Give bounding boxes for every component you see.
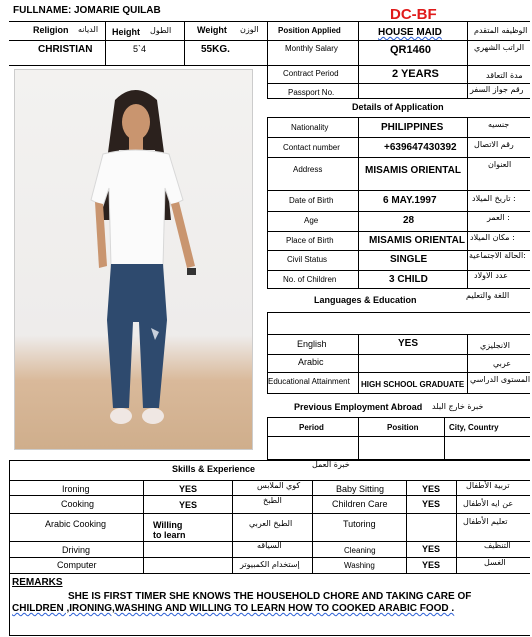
employment-heading-ar: خبرة خارج البلد — [432, 402, 484, 411]
height-value: 5`4 — [133, 44, 147, 54]
height-label-ar: الطول — [150, 26, 172, 35]
contact-ar: رقم الاتصال — [474, 140, 514, 149]
row-divider — [9, 557, 530, 558]
dob-ar: تاريخ الميلاد : — [472, 194, 516, 203]
height-label: Height — [112, 27, 140, 37]
arabic-ar: عربي — [493, 359, 512, 368]
skill-computer-ar: إستخدام الكمبيوتر — [240, 560, 300, 569]
address-ar: العنوان — [488, 160, 512, 169]
nationality-value: PHILIPPINES — [381, 122, 444, 133]
row-divider — [267, 157, 530, 158]
position-label-ar: الوظيفه المتقدم — [474, 26, 528, 35]
skill-cleaning-label: Cleaning — [344, 546, 376, 555]
weight-value: 55KG. — [201, 44, 230, 55]
civil-status-ar: الحالة الاجتماعية: — [469, 251, 526, 260]
skill-tutoring-label: Tutoring — [343, 519, 376, 529]
col-divider — [467, 334, 468, 394]
col-divider — [467, 117, 468, 289]
skill-ironing-value: YES — [179, 484, 198, 494]
col-divider — [456, 480, 457, 574]
applicant-photo — [14, 69, 253, 450]
address-value: MISAMIS ORIENTAL — [365, 165, 461, 176]
nationality-label: Nationality — [291, 123, 329, 132]
skill-tutoring-ar: تعليم الأطفال — [463, 517, 508, 526]
row-divider — [267, 354, 530, 355]
children-value: 3 CHILD — [389, 274, 428, 285]
col-divider — [444, 417, 445, 460]
row-divider — [267, 40, 530, 41]
col-divider — [312, 480, 313, 574]
contract-period-label: Contract Period — [283, 69, 339, 78]
col-divider — [467, 21, 468, 66]
skill-babysitting-label: Baby Sitting — [336, 484, 385, 494]
weight-label-ar: الوزن — [240, 25, 259, 34]
employment-col-position: Position — [387, 423, 419, 432]
col-divider — [267, 21, 268, 66]
col-divider — [358, 117, 359, 289]
contract-period-ar: مدة التعاقد — [486, 71, 523, 80]
skill-washing-label: Washing — [344, 561, 375, 570]
passport-label: Passport No. — [288, 88, 335, 97]
skill-childcare-ar: عن ايه الأطفال — [463, 499, 514, 508]
dob-value: 6 MAY.1997 — [383, 195, 437, 206]
col-divider — [184, 21, 185, 66]
religion-label-ar: الديانه — [78, 25, 99, 34]
english-label: English — [297, 339, 327, 349]
employment-heading: Previous Employment Abroad — [294, 402, 423, 412]
row-divider — [267, 83, 530, 84]
age-label: Age — [304, 216, 319, 225]
skill-ironing-ar: كوي الملابس — [257, 481, 301, 490]
skill-babysitting-ar: تربية الأطفال — [466, 481, 510, 490]
row-divider — [267, 211, 530, 212]
skill-washing-ar: الغسل — [484, 558, 506, 567]
col-divider — [358, 417, 359, 460]
education-ar: المستوى الدراسي — [470, 375, 531, 384]
salary-label-ar: الراتب الشهري — [474, 43, 525, 52]
fullname-label: FULLNAME: — [13, 5, 72, 16]
employment-col-period: Period — [299, 423, 324, 432]
skills-heading: Skills & Experience — [172, 464, 256, 474]
remarks-label: REMARKS — [12, 577, 63, 588]
fullname-value: JOMARIE QUILAB — [74, 5, 161, 16]
age-value: 28 — [403, 215, 415, 226]
row-divider — [9, 513, 530, 514]
skill-cooking-label: Cooking — [61, 499, 95, 509]
skill-cleaning-ar: التنظيف — [484, 541, 511, 550]
col-divider — [143, 480, 144, 574]
weight-label: Weight — [197, 25, 227, 35]
col-divider — [358, 66, 359, 99]
civil-status-value: SINGLE — [390, 254, 428, 265]
applicant-code: DC-BF — [390, 6, 437, 23]
employment-col-city: City, Country — [449, 423, 499, 432]
religion-label: Religion — [33, 25, 69, 35]
skill-washing-value: YES — [422, 560, 441, 570]
skill-cooking-value: YES — [179, 500, 198, 510]
position-label: Position Applied — [278, 26, 341, 35]
col-divider — [232, 480, 233, 574]
education-label: Educational Attainment — [268, 377, 350, 386]
row-divider — [267, 436, 530, 437]
address-label: Address — [293, 165, 323, 174]
pob-value: MISAMIS ORIENTAL — [369, 235, 465, 246]
skill-childcare-label: Children Care — [332, 499, 388, 509]
languages-heading: Languages & Education — [314, 295, 417, 305]
row-divider — [267, 190, 530, 191]
details-heading: Details of Application — [352, 102, 444, 112]
skill-cooking-ar: الطبخ — [263, 496, 282, 505]
row-divider — [267, 231, 530, 232]
skill-babysitting-value: YES — [422, 484, 441, 494]
skill-arabic-cooking-value: Willing to learn — [153, 520, 186, 540]
row-divider — [267, 372, 530, 373]
row-divider — [267, 137, 530, 138]
remarks-text-line1: SHE IS FIRST TIMER SHE KNOWS THE HOUSEHOLD CHORE AND TAKING CARE OF — [68, 591, 472, 602]
children-label: No. of Children — [283, 275, 337, 284]
skill-driving-label: Driving — [62, 545, 91, 555]
col-divider — [406, 480, 407, 574]
skill-driving-ar: السياقه — [257, 541, 282, 550]
row-divider — [9, 40, 267, 41]
languages-heading-ar: اللغة والتعليم — [466, 291, 510, 300]
col-divider — [467, 66, 468, 99]
pob-ar: مكان الميلاد : — [470, 233, 515, 242]
col-divider — [358, 21, 359, 66]
pob-label: Place of Birth — [286, 236, 334, 245]
nationality-ar: جنسيه — [488, 120, 510, 129]
civil-status-label: Civil Status — [287, 255, 328, 264]
person-figure — [15, 70, 253, 450]
col-divider — [105, 21, 106, 66]
skill-ironing-label: Ironing — [62, 484, 90, 494]
education-value: HIGH SCHOOL GRADUATE — [361, 380, 465, 389]
contact-value: +639647430392 — [384, 142, 457, 153]
remarks-text-line2: CHILDREN ,IRONING,WASHING AND WILLING TO LEARN HOW TO COOKED ARABIC FOOD . — [12, 603, 455, 614]
col-divider — [358, 334, 359, 394]
religion-value: CHRISTIAN — [38, 44, 93, 55]
arabic-label: Arabic — [298, 357, 324, 367]
skill-arabic-cooking-ar: الطبخ العربي — [249, 519, 293, 528]
contract-period-value: 2 YEARS — [392, 68, 439, 80]
skill-computer-label: Computer — [57, 560, 97, 570]
passport-ar: رقم جواز السفر — [470, 85, 524, 94]
dob-label: Date of Birth — [289, 196, 334, 205]
row-divider — [267, 334, 530, 335]
skills-heading-ar: خبرة العمل — [312, 460, 350, 469]
salary-label: Monthly Salary — [285, 44, 338, 53]
salary-value: QR1460 — [390, 44, 431, 56]
english-ar: الانجليزي — [480, 341, 510, 350]
position-value: HOUSE MAID — [378, 27, 442, 38]
english-value: YES — [398, 338, 419, 349]
skill-arabic-cooking-label: Arabic Cooking — [45, 519, 107, 529]
contact-label: Contact number — [283, 143, 340, 152]
skill-cleaning-value: YES — [422, 544, 441, 554]
skill-childcare-value: YES — [422, 499, 441, 509]
age-ar: العمر : — [487, 213, 510, 222]
children-ar: عدد الاولاد — [474, 271, 508, 280]
